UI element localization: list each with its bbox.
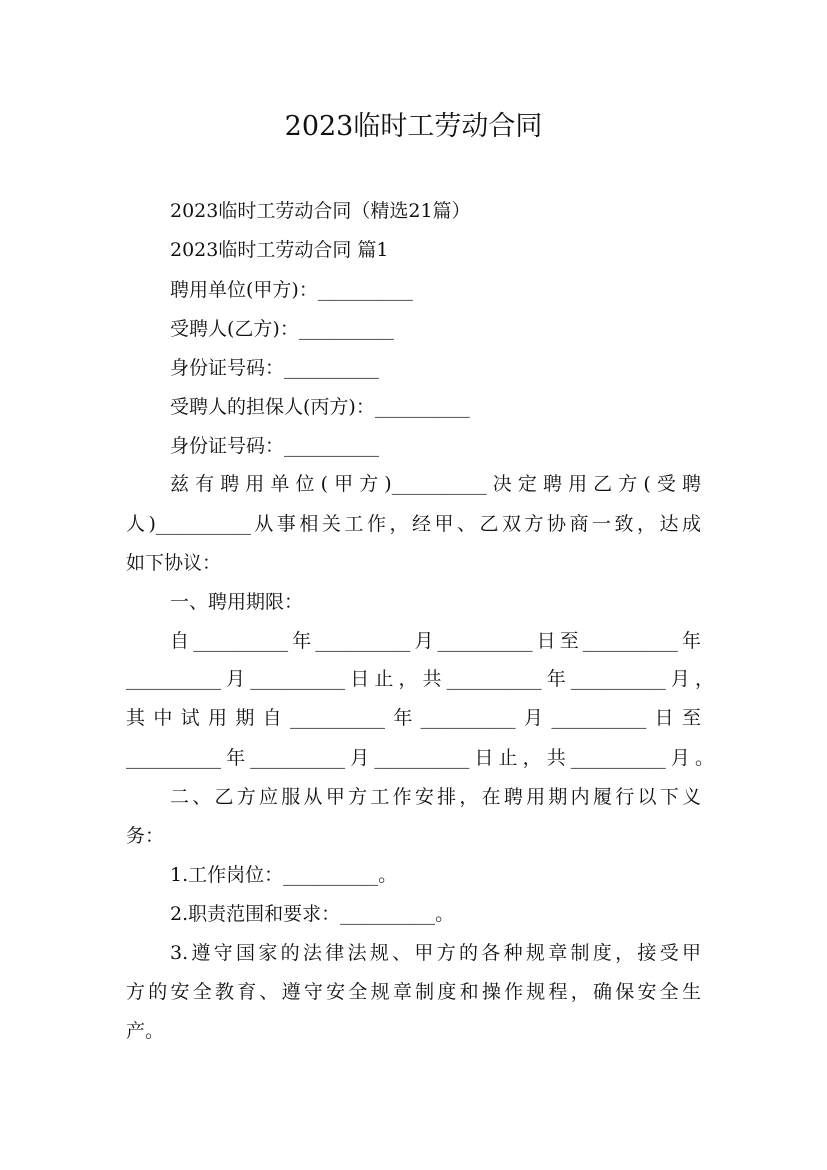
doc-line-4: 受聘人(乙方)：__________ bbox=[170, 318, 394, 340]
doc-line-5: 身份证号码：__________ bbox=[170, 357, 380, 379]
document-title: 2023临时工劳动合同 bbox=[284, 111, 543, 142]
doc-line-16: 二、乙方应服从甲方工作安排，在聘用期内履行以下义 bbox=[170, 786, 701, 808]
doc-line-1: 2023临时工劳动合同（精选21篇） bbox=[170, 200, 471, 222]
doc-line-18: 1.工作岗位：__________。 bbox=[170, 864, 398, 886]
doc-line-10: 如下协议： bbox=[126, 552, 222, 574]
doc-line-7: 身份证号码：__________ bbox=[170, 435, 380, 457]
doc-line-3: 聘用单位(甲方)：__________ bbox=[170, 279, 413, 301]
doc-line-6: 受聘人的担保人(丙方)：__________ bbox=[170, 396, 470, 418]
doc-line-8: 兹有聘用单位(甲方)__________决定聘用乙方(受聘 bbox=[170, 473, 701, 495]
doc-line-11: 一、聘用期限： bbox=[170, 591, 304, 613]
doc-line-22: 产。 bbox=[126, 1020, 165, 1042]
doc-line-14: 其中试用期自__________年__________月__________日至 bbox=[126, 707, 701, 729]
doc-line-2: 2023临时工劳动合同 篇1 bbox=[170, 239, 389, 261]
doc-line-17: 务： bbox=[126, 825, 165, 847]
doc-line-13: __________月__________日止，共__________年__________月， bbox=[126, 668, 714, 690]
doc-line-20: 3.遵守国家的法律法规、甲方的各种规章制度，接受甲 bbox=[170, 942, 701, 964]
doc-line-19: 2.职责范围和要求：__________。 bbox=[170, 903, 455, 925]
doc-line-9: 人)__________从事相关工作，经甲、乙双方协商一致，达成 bbox=[126, 513, 701, 535]
doc-line-15: __________年__________月__________日止，共__________月。 bbox=[126, 747, 714, 769]
doc-line-21: 方的安全教育、遵守安全规章制度和操作规程，确保安全生 bbox=[126, 981, 701, 1003]
doc-line-12: 自__________年__________月__________日至__________年 bbox=[170, 630, 701, 652]
